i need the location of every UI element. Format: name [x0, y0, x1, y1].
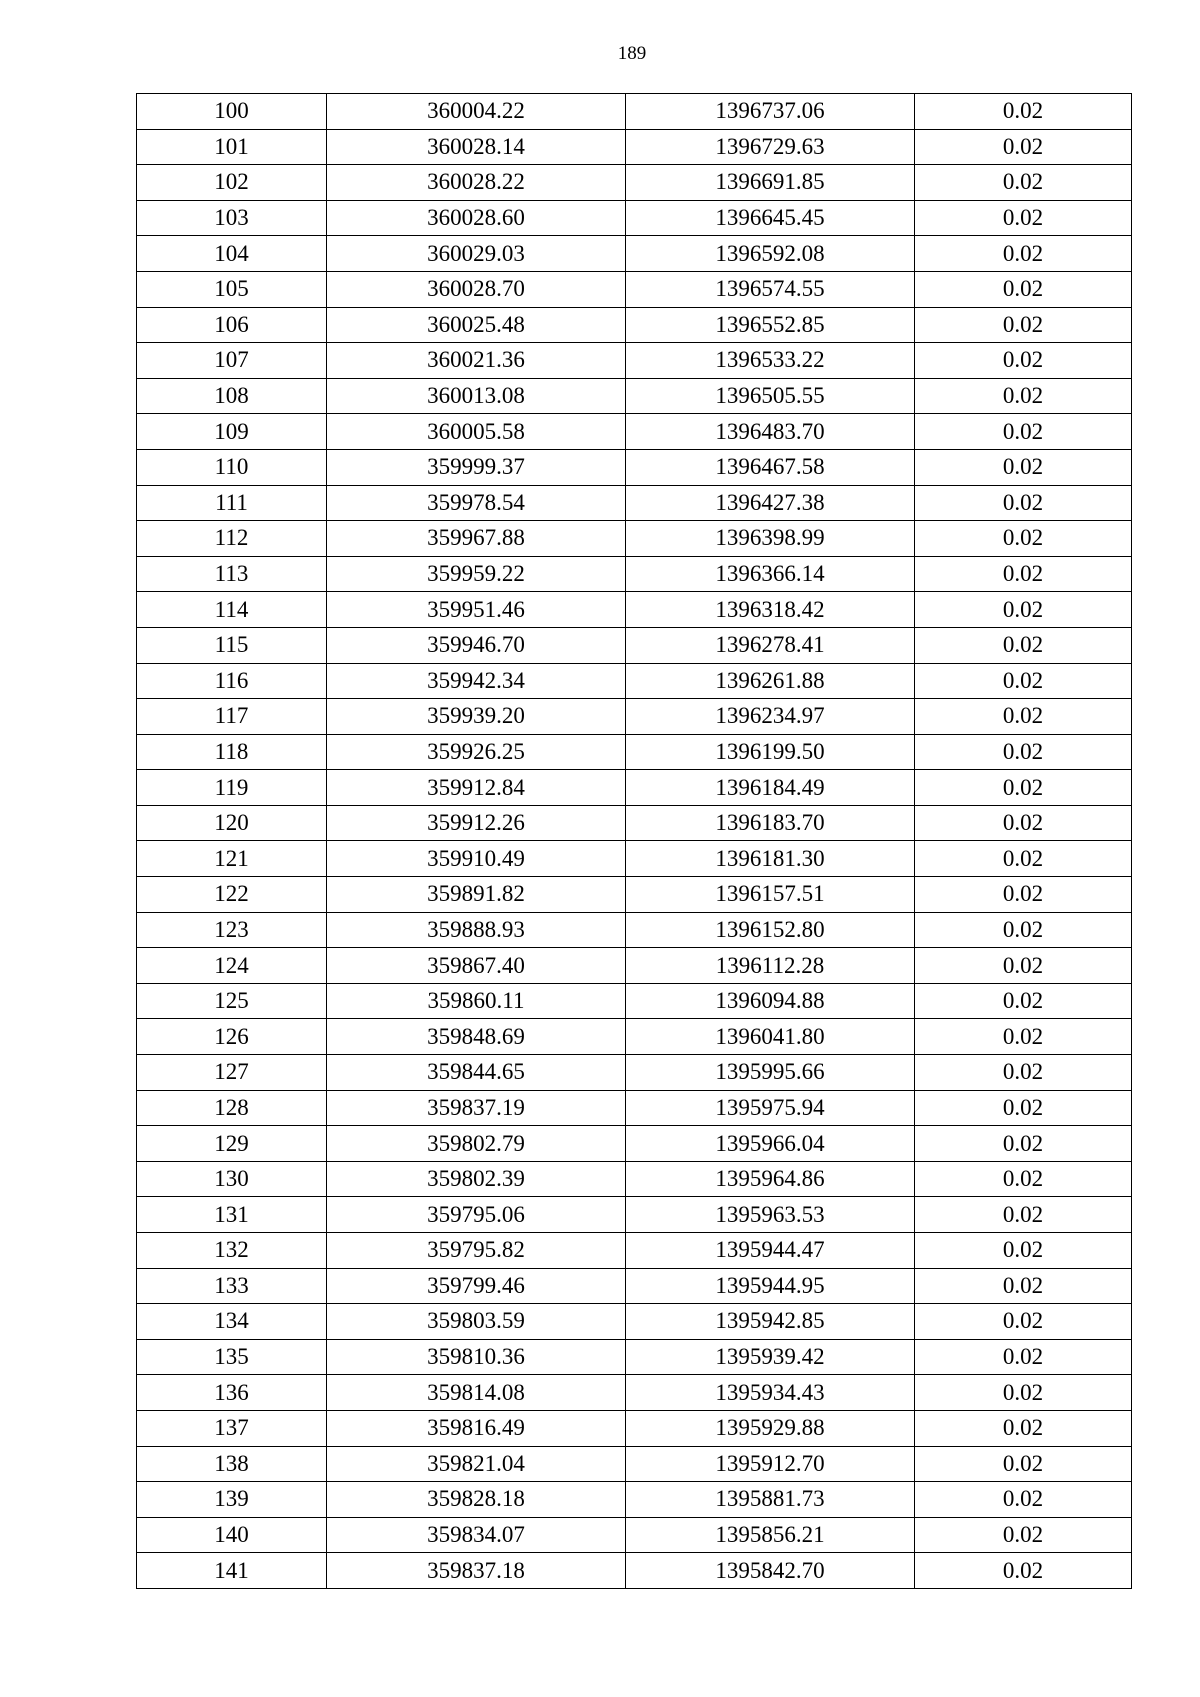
- accuracy-cell: 0.02: [915, 200, 1132, 236]
- x-coordinate-cell: 359860.11: [327, 983, 626, 1019]
- x-coordinate-cell: 359795.06: [327, 1197, 626, 1233]
- table-row: [137, 699, 1132, 735]
- y-coordinate-cell: 1396592.08: [626, 236, 915, 272]
- page-number: 189: [617, 43, 647, 64]
- point-number-cell: 125: [137, 983, 327, 1019]
- x-coordinate-cell: 359816.49: [327, 1410, 626, 1446]
- accuracy-cell: 0.02: [915, 1375, 1132, 1411]
- x-coordinate-cell: 359799.46: [327, 1268, 626, 1304]
- accuracy-cell: 0.02: [915, 1553, 1132, 1589]
- table-row: [137, 1019, 1132, 1055]
- accuracy-cell: 0.02: [915, 1197, 1132, 1233]
- y-coordinate-cell: 1396645.45: [626, 200, 915, 236]
- table-row: [137, 449, 1132, 485]
- y-coordinate-cell: 1396366.14: [626, 556, 915, 592]
- x-coordinate-cell: 359814.08: [327, 1375, 626, 1411]
- accuracy-cell: 0.02: [915, 699, 1132, 735]
- table-row: [137, 307, 1132, 343]
- x-coordinate-cell: 359810.36: [327, 1339, 626, 1375]
- x-coordinate-cell: 359912.84: [327, 770, 626, 806]
- point-number-cell: 116: [137, 663, 327, 699]
- x-coordinate-cell: 359978.54: [327, 485, 626, 521]
- accuracy-cell: 0.02: [915, 770, 1132, 806]
- point-number-cell: 104: [137, 236, 327, 272]
- table-row: [137, 1197, 1132, 1233]
- accuracy-cell: 0.02: [915, 805, 1132, 841]
- y-coordinate-cell: 1396181.30: [626, 841, 915, 877]
- y-coordinate-cell: 1396467.58: [626, 449, 915, 485]
- y-coordinate-cell: 1396112.28: [626, 948, 915, 984]
- y-coordinate-cell: 1395934.43: [626, 1375, 915, 1411]
- table-row: [137, 1482, 1132, 1518]
- y-coordinate-cell: 1396199.50: [626, 734, 915, 770]
- x-coordinate-cell: 360005.58: [327, 414, 626, 450]
- y-coordinate-cell: 1396533.22: [626, 343, 915, 379]
- table-row: [137, 1339, 1132, 1375]
- x-coordinate-cell: 360021.36: [327, 343, 626, 379]
- table-row: [137, 1268, 1132, 1304]
- table-row: [137, 485, 1132, 521]
- table-row: [137, 271, 1132, 307]
- accuracy-cell: 0.02: [915, 94, 1132, 130]
- y-coordinate-cell: 1396152.80: [626, 912, 915, 948]
- table-body: [137, 94, 1132, 1589]
- y-coordinate-cell: 1396574.55: [626, 271, 915, 307]
- accuracy-cell: 0.02: [915, 1517, 1132, 1553]
- table-row: [137, 663, 1132, 699]
- point-number-cell: 109: [137, 414, 327, 450]
- table-row: [137, 236, 1132, 272]
- y-coordinate-cell: 1395966.04: [626, 1126, 915, 1162]
- y-coordinate-cell: 1395995.66: [626, 1055, 915, 1091]
- point-number-cell: 126: [137, 1019, 327, 1055]
- table-row: [137, 1126, 1132, 1162]
- x-coordinate-cell: 360025.48: [327, 307, 626, 343]
- accuracy-cell: 0.02: [915, 1410, 1132, 1446]
- x-coordinate-cell: 360028.14: [327, 129, 626, 165]
- x-coordinate-cell: 359926.25: [327, 734, 626, 770]
- accuracy-cell: 0.02: [915, 236, 1132, 272]
- table-row: [137, 521, 1132, 557]
- table-row: [137, 343, 1132, 379]
- x-coordinate-cell: 359939.20: [327, 699, 626, 735]
- table-row: [137, 1446, 1132, 1482]
- accuracy-cell: 0.02: [915, 449, 1132, 485]
- y-coordinate-cell: 1395963.53: [626, 1197, 915, 1233]
- table-row: [137, 556, 1132, 592]
- table-row: [137, 1410, 1132, 1446]
- table-row: [137, 877, 1132, 913]
- accuracy-cell: 0.02: [915, 734, 1132, 770]
- x-coordinate-cell: 359951.46: [327, 592, 626, 628]
- table-row: [137, 200, 1132, 236]
- table-row: [137, 948, 1132, 984]
- y-coordinate-cell: 1396261.88: [626, 663, 915, 699]
- point-number-cell: 114: [137, 592, 327, 628]
- table-row: [137, 1233, 1132, 1269]
- y-coordinate-cell: 1396737.06: [626, 94, 915, 130]
- point-number-cell: 122: [137, 877, 327, 913]
- table-row: [137, 1553, 1132, 1589]
- point-number-cell: 106: [137, 307, 327, 343]
- y-coordinate-cell: 1396552.85: [626, 307, 915, 343]
- x-coordinate-cell: 359837.18: [327, 1553, 626, 1589]
- x-coordinate-cell: 359844.65: [327, 1055, 626, 1091]
- x-coordinate-cell: 360028.22: [327, 165, 626, 201]
- accuracy-cell: 0.02: [915, 378, 1132, 414]
- point-number-cell: 130: [137, 1161, 327, 1197]
- y-coordinate-cell: 1396427.38: [626, 485, 915, 521]
- y-coordinate-cell: 1396483.70: [626, 414, 915, 450]
- accuracy-cell: 0.02: [915, 343, 1132, 379]
- accuracy-cell: 0.02: [915, 1233, 1132, 1269]
- x-coordinate-cell: 359959.22: [327, 556, 626, 592]
- accuracy-cell: 0.02: [915, 556, 1132, 592]
- accuracy-cell: 0.02: [915, 1055, 1132, 1091]
- y-coordinate-cell: 1396278.41: [626, 627, 915, 663]
- y-coordinate-cell: 1395964.86: [626, 1161, 915, 1197]
- y-coordinate-cell: 1395856.21: [626, 1517, 915, 1553]
- x-coordinate-cell: 359837.19: [327, 1090, 626, 1126]
- x-coordinate-cell: 359848.69: [327, 1019, 626, 1055]
- accuracy-cell: 0.02: [915, 627, 1132, 663]
- point-number-cell: 135: [137, 1339, 327, 1375]
- accuracy-cell: 0.02: [915, 877, 1132, 913]
- x-coordinate-cell: 359910.49: [327, 841, 626, 877]
- accuracy-cell: 0.02: [915, 663, 1132, 699]
- x-coordinate-cell: 360013.08: [327, 378, 626, 414]
- point-number-cell: 108: [137, 378, 327, 414]
- x-coordinate-cell: 359999.37: [327, 449, 626, 485]
- accuracy-cell: 0.02: [915, 912, 1132, 948]
- accuracy-cell: 0.02: [915, 271, 1132, 307]
- point-number-cell: 101: [137, 129, 327, 165]
- y-coordinate-cell: 1395942.85: [626, 1304, 915, 1340]
- point-number-cell: 133: [137, 1268, 327, 1304]
- accuracy-cell: 0.02: [915, 1482, 1132, 1518]
- table-row: [137, 1517, 1132, 1553]
- table-row: [137, 627, 1132, 663]
- y-coordinate-cell: 1396729.63: [626, 129, 915, 165]
- point-number-cell: 119: [137, 770, 327, 806]
- table-row: [137, 805, 1132, 841]
- table-row: [137, 1055, 1132, 1091]
- accuracy-cell: 0.02: [915, 1126, 1132, 1162]
- x-coordinate-cell: 360004.22: [327, 94, 626, 130]
- point-number-cell: 110: [137, 449, 327, 485]
- table-row: [137, 592, 1132, 628]
- x-coordinate-cell: 359891.82: [327, 877, 626, 913]
- table-row: [137, 94, 1132, 130]
- table-row: [137, 165, 1132, 201]
- point-number-cell: 121: [137, 841, 327, 877]
- table-row: [137, 734, 1132, 770]
- point-number-cell: 107: [137, 343, 327, 379]
- point-number-cell: 140: [137, 1517, 327, 1553]
- point-number-cell: 136: [137, 1375, 327, 1411]
- accuracy-cell: 0.02: [915, 592, 1132, 628]
- table-row: [137, 414, 1132, 450]
- x-coordinate-cell: 359834.07: [327, 1517, 626, 1553]
- y-coordinate-cell: 1396505.55: [626, 378, 915, 414]
- point-number-cell: 129: [137, 1126, 327, 1162]
- accuracy-cell: 0.02: [915, 129, 1132, 165]
- table-row: [137, 1304, 1132, 1340]
- point-number-cell: 132: [137, 1233, 327, 1269]
- y-coordinate-cell: 1395975.94: [626, 1090, 915, 1126]
- point-number-cell: 105: [137, 271, 327, 307]
- point-number-cell: 112: [137, 521, 327, 557]
- x-coordinate-cell: 359967.88: [327, 521, 626, 557]
- x-coordinate-cell: 359942.34: [327, 663, 626, 699]
- accuracy-cell: 0.02: [915, 841, 1132, 877]
- x-coordinate-cell: 359946.70: [327, 627, 626, 663]
- y-coordinate-cell: 1395944.95: [626, 1268, 915, 1304]
- accuracy-cell: 0.02: [915, 983, 1132, 1019]
- accuracy-cell: 0.02: [915, 1090, 1132, 1126]
- y-coordinate-cell: 1396234.97: [626, 699, 915, 735]
- y-coordinate-cell: 1396691.85: [626, 165, 915, 201]
- table-row: [137, 912, 1132, 948]
- y-coordinate-cell: 1396184.49: [626, 770, 915, 806]
- accuracy-cell: 0.02: [915, 1339, 1132, 1375]
- x-coordinate-cell: 359802.39: [327, 1161, 626, 1197]
- point-number-cell: 113: [137, 556, 327, 592]
- accuracy-cell: 0.02: [915, 521, 1132, 557]
- accuracy-cell: 0.02: [915, 485, 1132, 521]
- y-coordinate-cell: 1395842.70: [626, 1553, 915, 1589]
- y-coordinate-cell: 1396094.88: [626, 983, 915, 1019]
- accuracy-cell: 0.02: [915, 1446, 1132, 1482]
- point-number-cell: 141: [137, 1553, 327, 1589]
- x-coordinate-cell: 360028.70: [327, 271, 626, 307]
- point-number-cell: 103: [137, 200, 327, 236]
- point-number-cell: 111: [137, 485, 327, 521]
- accuracy-cell: 0.02: [915, 307, 1132, 343]
- y-coordinate-cell: 1396041.80: [626, 1019, 915, 1055]
- accuracy-cell: 0.02: [915, 1304, 1132, 1340]
- accuracy-cell: 0.02: [915, 948, 1132, 984]
- point-number-cell: 123: [137, 912, 327, 948]
- accuracy-cell: 0.02: [915, 1268, 1132, 1304]
- y-coordinate-cell: 1395912.70: [626, 1446, 915, 1482]
- point-number-cell: 131: [137, 1197, 327, 1233]
- point-number-cell: 117: [137, 699, 327, 735]
- y-coordinate-cell: 1396398.99: [626, 521, 915, 557]
- x-coordinate-cell: 360029.03: [327, 236, 626, 272]
- point-number-cell: 128: [137, 1090, 327, 1126]
- point-number-cell: 127: [137, 1055, 327, 1091]
- table-row: [137, 1090, 1132, 1126]
- point-number-cell: 102: [137, 165, 327, 201]
- x-coordinate-cell: 359828.18: [327, 1482, 626, 1518]
- table-row: [137, 1161, 1132, 1197]
- y-coordinate-cell: 1396318.42: [626, 592, 915, 628]
- table-row: [137, 983, 1132, 1019]
- point-number-cell: 120: [137, 805, 327, 841]
- point-number-cell: 115: [137, 627, 327, 663]
- table-row: [137, 841, 1132, 877]
- accuracy-cell: 0.02: [915, 1019, 1132, 1055]
- point-number-cell: 100: [137, 94, 327, 130]
- point-number-cell: 138: [137, 1446, 327, 1482]
- x-coordinate-cell: 359867.40: [327, 948, 626, 984]
- accuracy-cell: 0.02: [915, 414, 1132, 450]
- table-row: [137, 770, 1132, 806]
- point-number-cell: 139: [137, 1482, 327, 1518]
- x-coordinate-cell: 359795.82: [327, 1233, 626, 1269]
- table-row: [137, 129, 1132, 165]
- accuracy-cell: 0.02: [915, 1161, 1132, 1197]
- x-coordinate-cell: 359803.59: [327, 1304, 626, 1340]
- y-coordinate-cell: 1395881.73: [626, 1482, 915, 1518]
- y-coordinate-cell: 1395939.42: [626, 1339, 915, 1375]
- coordinates-table: [136, 93, 1132, 1589]
- x-coordinate-cell: 359912.26: [327, 805, 626, 841]
- point-number-cell: 124: [137, 948, 327, 984]
- x-coordinate-cell: 360028.60: [327, 200, 626, 236]
- point-number-cell: 134: [137, 1304, 327, 1340]
- accuracy-cell: 0.02: [915, 165, 1132, 201]
- y-coordinate-cell: 1395944.47: [626, 1233, 915, 1269]
- table-row: [137, 378, 1132, 414]
- x-coordinate-cell: 359888.93: [327, 912, 626, 948]
- x-coordinate-cell: 359802.79: [327, 1126, 626, 1162]
- point-number-cell: 137: [137, 1410, 327, 1446]
- y-coordinate-cell: 1396183.70: [626, 805, 915, 841]
- point-number-cell: 118: [137, 734, 327, 770]
- x-coordinate-cell: 359821.04: [327, 1446, 626, 1482]
- table-row: [137, 1375, 1132, 1411]
- y-coordinate-cell: 1395929.88: [626, 1410, 915, 1446]
- y-coordinate-cell: 1396157.51: [626, 877, 915, 913]
